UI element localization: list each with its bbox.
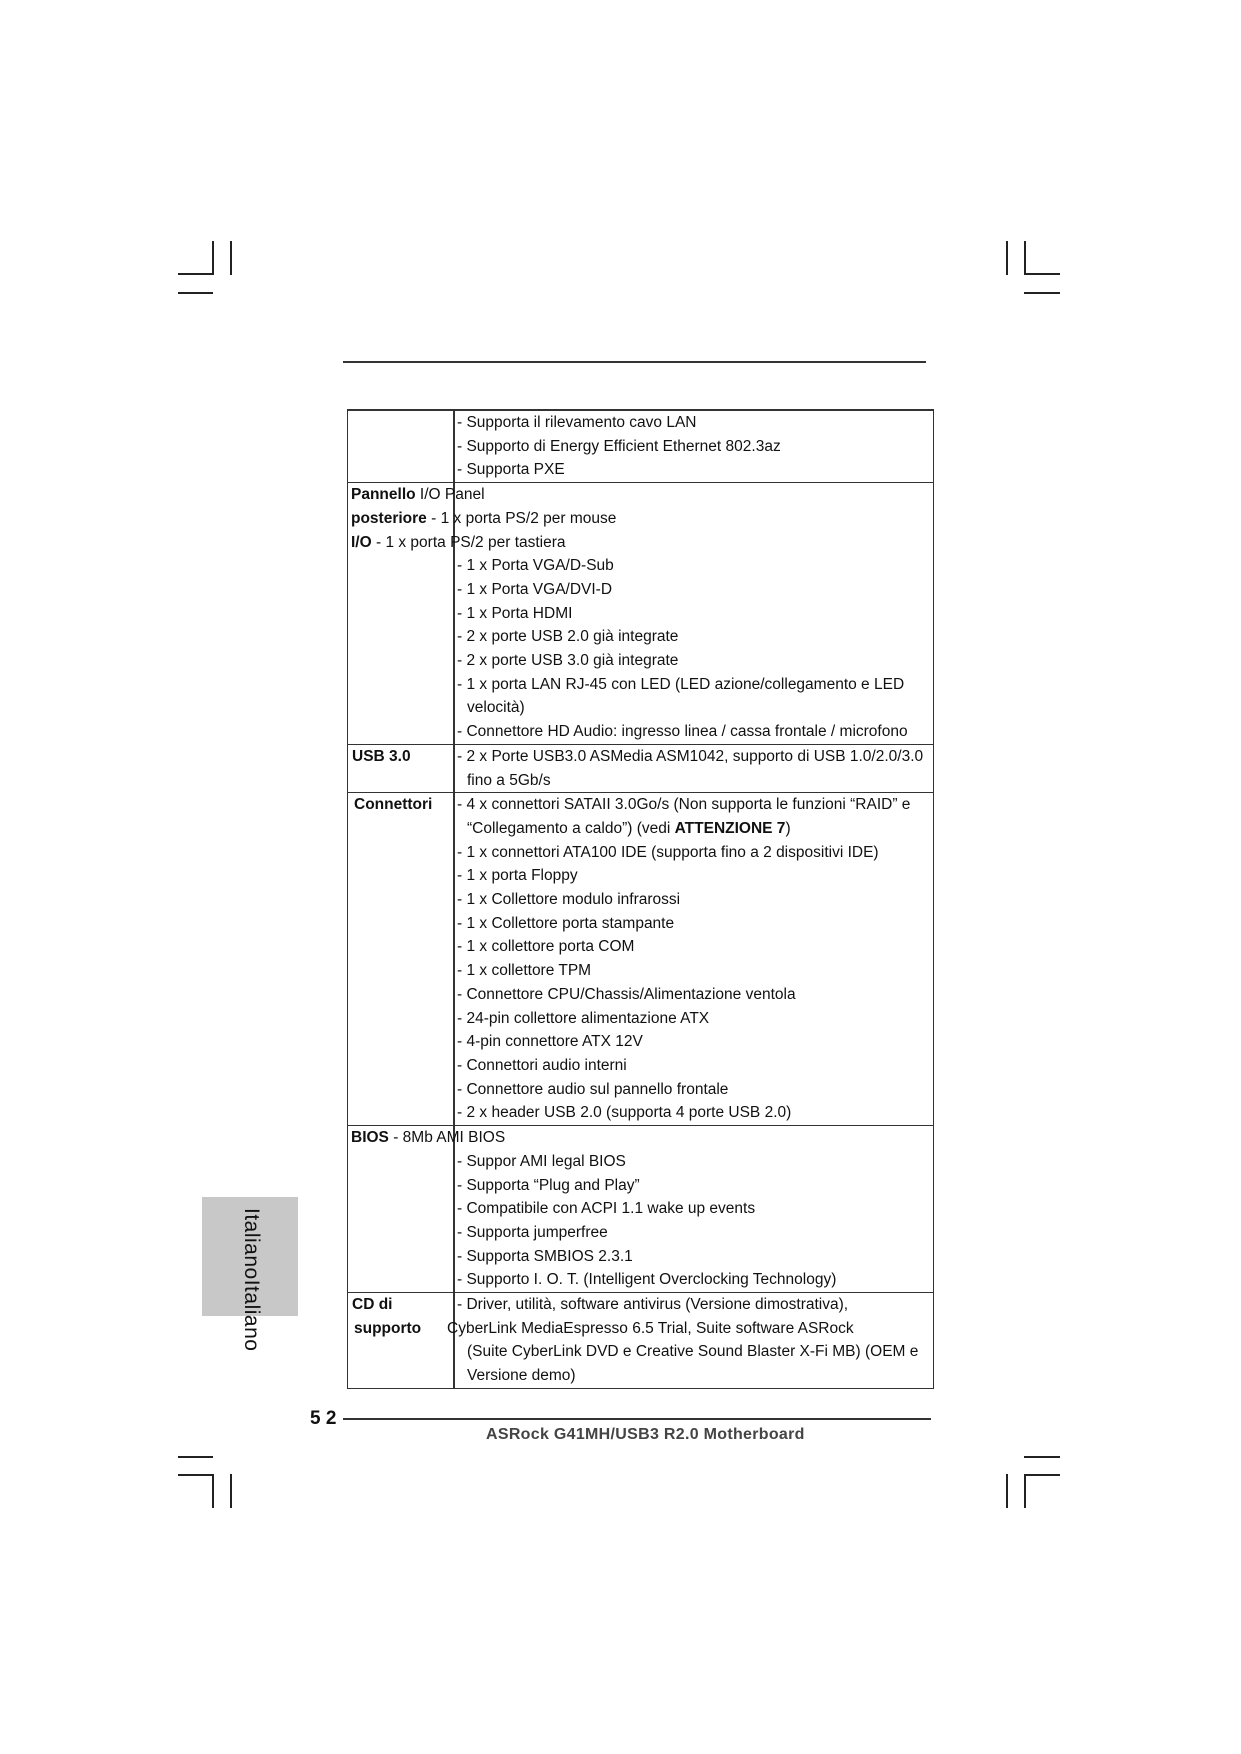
row-label: Connettori xyxy=(354,796,433,814)
spec-line: - Supporta “Plug and Play” xyxy=(457,1176,640,1194)
section-bios xyxy=(348,1125,933,1292)
spec-text: ) xyxy=(785,819,791,837)
spec-line: - Supporto I. O. T. (Intelligent Overclocking Technology) xyxy=(457,1271,837,1289)
spec-line: (Suite CyberLink DVD e Creative Sound Blaster X-Fi MB) (OEM e xyxy=(467,1343,919,1361)
spec-line: - Driver, utilità, software antivirus (Versione dimostrativa), xyxy=(457,1296,849,1314)
spec-line: velocità) xyxy=(467,699,525,717)
section-connettori xyxy=(348,792,933,1125)
spec-line: - 1 x Porta VGA/D-Sub xyxy=(457,557,614,575)
spec-line: - Connettore HD Audio: ingresso linea / cassa frontale / microfono xyxy=(457,723,908,741)
section-lan-cont xyxy=(348,410,933,482)
spec-line: - 1 x connettori ATA100 IDE (supporta fino a 2 dispositivi IDE) xyxy=(457,843,879,861)
spec-line: - Supporta il rilevamento cavo LAN xyxy=(457,414,697,431)
spec-line xyxy=(457,817,933,841)
spec-text: “Collegamento a caldo”) (vedi xyxy=(467,819,675,837)
spec-line: - Suppor AMI legal BIOS xyxy=(457,1152,626,1170)
spec-line: - 24-pin collettore alimentazione ATX xyxy=(457,1009,710,1027)
row-label: Pannello xyxy=(351,486,416,504)
spec-text: - 1 x porta PS/2 per tastiera xyxy=(375,533,566,551)
spec-line xyxy=(351,1126,933,1150)
top-rule xyxy=(343,361,926,363)
spec-line: CyberLink MediaEspresso 6.5 Trial, Suite software ASRock xyxy=(447,1319,854,1337)
spec-line: - 1 x porta LAN RJ-45 con LED (LED azione/collegamento e LED xyxy=(457,675,905,693)
spec-line: - Supporta SMBIOS 2.3.1 xyxy=(457,1247,633,1265)
spec-line: Versione demo) xyxy=(467,1367,576,1385)
spec-line: - Connettore audio sul pannello frontale xyxy=(457,1080,729,1098)
row-label: I/O xyxy=(351,533,372,551)
row-label: supporto xyxy=(354,1319,422,1337)
row-label: CD di xyxy=(352,1296,393,1314)
spec-line xyxy=(351,507,933,531)
row-label: BIOS xyxy=(351,1129,389,1147)
spec-line xyxy=(351,531,933,555)
spec-line: - Connettori audio interni xyxy=(457,1056,627,1074)
spec-text: - 1 x porta PS/2 per mouse xyxy=(431,509,617,527)
spec-line: - 4 x connettori SATAII 3.0Go/s (Non supporta le funzioni “RAID” e xyxy=(457,796,911,814)
spec-line: - Connettore CPU/Chassis/Alimentazione ventola xyxy=(457,985,796,1003)
row-label: USB 3.0 xyxy=(352,747,411,765)
spec-line: - 1 x collettore TPM xyxy=(457,962,592,980)
section-io-panel xyxy=(348,482,933,744)
spec-line: - 2 x porte USB 3.0 già integrate xyxy=(457,652,679,670)
footer-title: ASRock G41MH/USB3 R2.0 Motherboard xyxy=(486,1426,805,1443)
row-label: posteriore xyxy=(351,509,427,527)
spec-line: - Supporto di Energy Efficient Ethernet 802.3az xyxy=(457,437,781,455)
spec-line: - 1 x Porta VGA/DVI-D xyxy=(457,580,613,598)
spec-line: - Supporta jumperfree xyxy=(457,1223,608,1241)
spec-line: - 2 x Porte USB3.0 ASMedia ASM1042, supporto di USB 1.0/2.0/3.0 xyxy=(457,747,924,765)
spec-line: - 2 x porte USB 2.0 già integrate xyxy=(457,628,679,646)
spec-line: - 4-pin connettore ATX 12V xyxy=(457,1033,643,1051)
spec-text: - 8Mb AMI BIOS xyxy=(393,1129,506,1147)
note-reference: ATTENZIONE 7 xyxy=(674,819,786,837)
spec-line: fino a 5Gb/s xyxy=(467,771,551,789)
spec-line: - 1 x Porta HDMI xyxy=(457,604,573,622)
page-number: 5 2 xyxy=(310,1408,337,1429)
spec-line: - 1 x collettore porta COM xyxy=(457,938,635,956)
spec-table xyxy=(347,409,934,1389)
spec-line: - Compatibile con ACPI 1.1 wake up events xyxy=(457,1200,756,1218)
spec-line: - Supporta PXE xyxy=(457,461,565,479)
spec-line: - 1 x Collettore porta stampante xyxy=(457,914,675,932)
spec-line: - 2 x header USB 2.0 (supporta 4 porte USB 2.0) xyxy=(457,1104,792,1122)
spec-line: - 1 x porta Floppy xyxy=(457,867,578,885)
footer-rule xyxy=(343,1418,931,1420)
language-tab-label: ItalianoItaliano xyxy=(240,1208,263,1352)
spec-line: - 1 x Collettore modulo infrarossi xyxy=(457,891,681,909)
section-cd xyxy=(348,1292,933,1388)
spec-line xyxy=(351,483,933,507)
section-usb3 xyxy=(348,744,933,792)
spec-text: I/O Panel xyxy=(419,486,485,504)
